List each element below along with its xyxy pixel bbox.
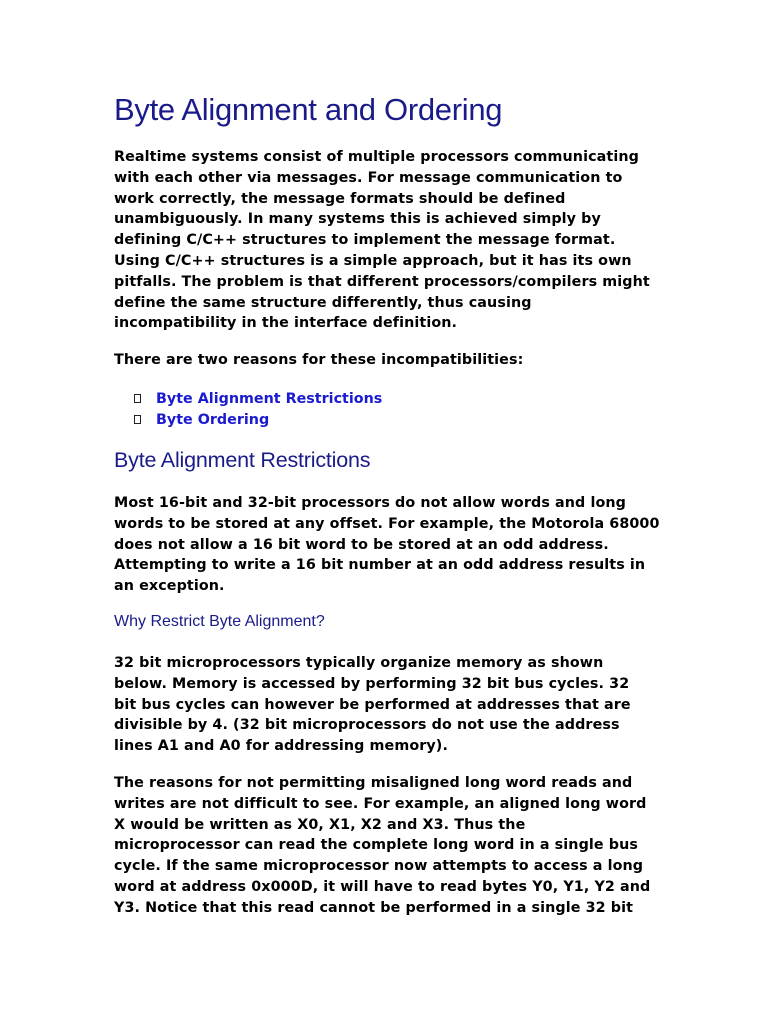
page-title: Byte Alignment and Ordering	[114, 92, 503, 127]
link-byte-alignment-restrictions[interactable]: Byte Alignment Restrictions	[156, 390, 383, 407]
list-item	[134, 409, 382, 430]
link-byte-ordering[interactable]: Byte Ordering	[156, 411, 270, 428]
why-paragraph-2: The reasons for not permitting misaligned long word reads and writes are not difficult to see. For example, an aligned long word X would be written as X0, X1, X2 and X3. Thus the microprocessor can read the complete long word in a single bus cycle. If the same microprocessor now attempts to access a long word at address 0x000D, it will have to read bytes Y0, Y1, Y2 and Y3. Notice that this read cannot be performed in a single 32 bit	[114, 775, 651, 916]
subsection-heading-why: Why Restrict Byte Alignment?	[114, 613, 325, 630]
reasons-paragraph: There are two reasons for these incompatibilities:	[114, 352, 524, 368]
section-heading-alignment: Byte Alignment Restrictions	[114, 448, 371, 472]
bullet-box-icon	[134, 394, 141, 403]
intro-paragraph: Realtime systems consist of multiple processors communicating with each other via messages. For message communication to work correctly, the message formats should be defined unambiguously. In many systems this is achieved simply by defining C/C++ structures to implement the message format. Using C/C++ structures is a simple approach, but it has its own pitfalls. The problem is that different processors/compilers might define the same structure differently, thus causing incompatibility in the interface definition.	[114, 149, 650, 332]
bullet-box-icon	[134, 415, 141, 424]
alignment-paragraph: Most 16-bit and 32-bit processors do not allow words and long words to be stored at any offset. For example, the Motorola 68000 does not allow a 16 bit word to be stored at an odd address. Attempting to write a 16 bit number at an odd address results in an exception.	[114, 495, 660, 595]
list-item	[134, 388, 382, 409]
why-paragraph-1: 32 bit microprocessors typically organize memory as shown below. Memory is accessed by performing 32 bit bus cycles. 32 bit bus cycles can however be performed at addresses that are divisible by 4. (32 bit microprocessors do not use the address lines A1 and A0 for addressing memory).	[114, 655, 631, 755]
topic-link-list	[134, 388, 382, 430]
